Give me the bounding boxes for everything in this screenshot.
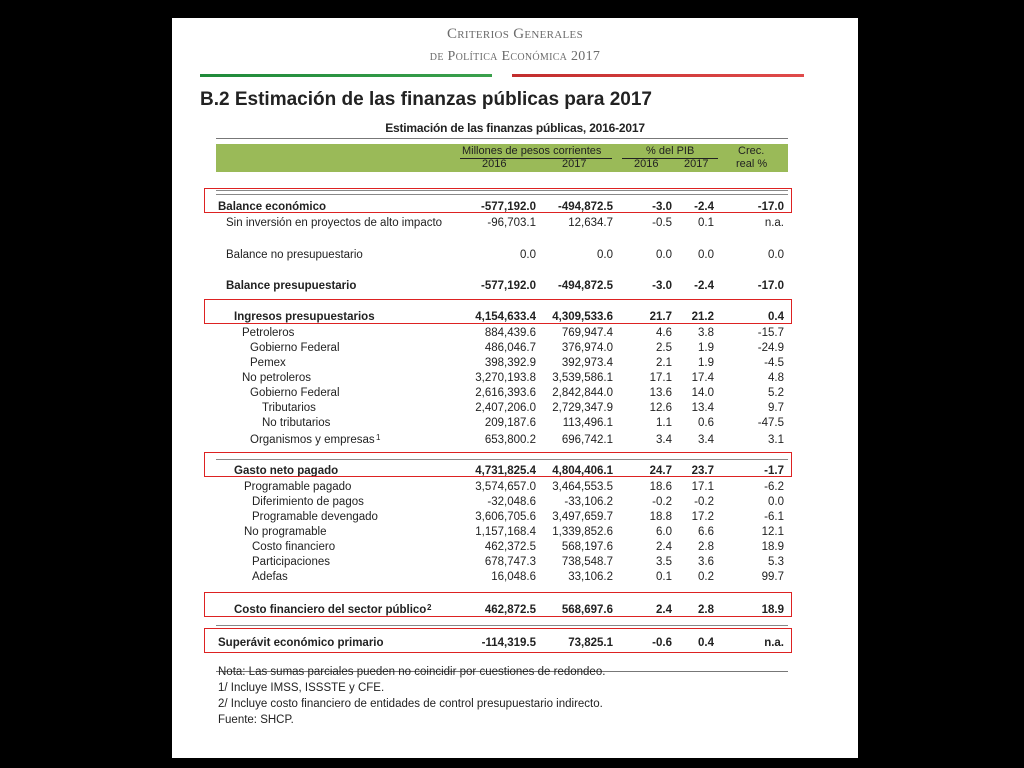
row-label: Gobierno Federal [250, 387, 340, 399]
row-value: -47.5 [757, 417, 784, 429]
table-row [216, 216, 788, 231]
row-value: 0.1 [698, 217, 714, 229]
document-page [172, 18, 858, 758]
row-value: -577,192.0 [481, 280, 536, 292]
row-value: -0.2 [652, 496, 672, 508]
row-label: Programable devengado [252, 511, 378, 523]
table-row [216, 525, 788, 540]
header-real: real % [736, 158, 768, 170]
row-value: 14.0 [691, 387, 714, 399]
row-value: 13.6 [649, 387, 672, 399]
row-value: 4.6 [656, 327, 672, 339]
row-value: 1,339,852.6 [552, 526, 613, 538]
row-value: 1.1 [656, 417, 672, 429]
header-year-pib-2017: 2017 [684, 158, 709, 170]
row-value: 2.4 [656, 604, 672, 616]
red-rule [512, 74, 804, 77]
row-label: No petroleros [242, 372, 312, 384]
header-crec: Crec. [738, 145, 765, 157]
row-value: -3.0 [652, 201, 672, 213]
header-year-millones-2017: 2017 [562, 158, 587, 170]
row-value: 4,154,633.4 [475, 311, 536, 323]
highlight-box-superavit [204, 628, 792, 653]
row-value: 12.6 [649, 402, 672, 414]
row-value: 9.7 [768, 402, 784, 414]
header-millones: Millones de pesos corrientes [462, 145, 602, 157]
row-value: 3.6 [698, 556, 714, 568]
row-label: No tributarios [262, 417, 331, 429]
row-value: 2.4 [656, 541, 672, 553]
row-value: n.a. [764, 217, 784, 229]
table-row [216, 540, 788, 555]
row-value: 4,309,533.6 [552, 311, 613, 323]
header-pib: % del PIB [646, 145, 695, 157]
row-value: 99.7 [761, 571, 784, 583]
row-value: -17.0 [757, 280, 784, 292]
table-row [216, 326, 788, 341]
note-line: 2/ Incluye costo financiero de entidades de control presupuestario indirecto. [218, 698, 603, 710]
row-value: 678,747.3 [484, 556, 536, 568]
row-value: 2.8 [698, 604, 714, 616]
note-line: 1/ Incluye IMSS, ISSSTE y CFE. [218, 682, 385, 694]
highlight-box-gasto [204, 452, 792, 477]
row-value: 12,634.7 [568, 217, 613, 229]
row-value: 3,464,553.5 [552, 481, 613, 493]
row-value: 462,372.5 [484, 541, 536, 553]
row-value: 18.8 [649, 511, 672, 523]
row-value: 486,046.7 [484, 342, 536, 354]
row-value: 884,439.6 [484, 327, 536, 339]
row-value: 0.2 [698, 571, 714, 583]
row-value: 73,825.1 [568, 637, 613, 649]
row-label: Ingresos presupuestarios [234, 311, 375, 323]
row-value: 13.4 [691, 402, 714, 414]
row-value: 17.1 [649, 372, 672, 384]
row-value: 0.4 [768, 311, 784, 323]
table-row [216, 480, 788, 495]
row-value: 568,197.6 [561, 541, 613, 553]
row-value: 3,270,193.8 [475, 372, 536, 384]
row-value: 0.0 [768, 249, 784, 261]
green-rule [200, 74, 492, 77]
row-value: 24.7 [649, 465, 672, 477]
row-value: 113,496.1 [562, 417, 613, 429]
row-value: -2.4 [694, 201, 714, 213]
table-row [216, 433, 788, 448]
row-value: -96,703.1 [487, 217, 536, 229]
row-value: 0.0 [698, 249, 714, 261]
row-value: 4.8 [768, 372, 784, 384]
row-value: 16,048.6 [491, 571, 536, 583]
table-row [216, 248, 788, 263]
row-value: 398,392.9 [484, 357, 536, 369]
row-value: -4.5 [764, 357, 784, 369]
row-value: 738,548.7 [561, 556, 613, 568]
row-label: No programable [244, 526, 327, 538]
row-value: -6.1 [764, 511, 784, 523]
row-label: Tributarios [262, 402, 316, 414]
row-value: 18.9 [761, 541, 784, 553]
row-value: 0.0 [656, 249, 672, 261]
row-value: 392,973.4 [561, 357, 613, 369]
row-label: Sin inversión en proyectos de alto impacto [226, 217, 443, 229]
note-line: Fuente: SHCP. [218, 714, 294, 726]
row-value: 0.0 [520, 249, 536, 261]
row-value: 3.8 [698, 327, 714, 339]
row-value: -494,872.5 [558, 201, 613, 213]
row-value: 462,872.5 [484, 604, 536, 616]
row-value: -577,192.0 [481, 201, 536, 213]
row-value: 0.4 [698, 637, 714, 649]
row-value: 2,407,206.0 [475, 402, 536, 414]
table-row [216, 401, 788, 416]
table-row [216, 570, 788, 585]
row-label: Diferimiento de pagos [252, 496, 364, 508]
row-value: 3,606,705.6 [475, 511, 536, 523]
row-value: -494,872.5 [558, 280, 613, 292]
row-value: 5.2 [768, 387, 784, 399]
row-label: Pemex [250, 357, 286, 369]
header-line-2: de Política Económica 2017 [429, 49, 601, 64]
row-label: Programable pagado [244, 481, 352, 493]
row-separator [216, 625, 788, 626]
row-label: Superávit económico primario [218, 637, 384, 649]
table-row [216, 356, 788, 371]
table-row [216, 416, 788, 431]
row-value: -114,319.5 [481, 637, 536, 649]
table-title: Estimación de las finanzas públicas, 2016-2017 [385, 121, 645, 135]
row-value: 6.6 [698, 526, 714, 538]
row-value: 2,729,347.9 [552, 402, 613, 414]
row-value: -15.7 [757, 327, 784, 339]
row-value: 1.9 [698, 342, 714, 354]
row-value: 209,187.6 [484, 417, 536, 429]
row-value: 2.8 [698, 541, 714, 553]
row-value: 376,974.0 [561, 342, 613, 354]
header-year-millones-2016: 2016 [482, 158, 507, 170]
row-value: 21.2 [691, 311, 714, 323]
row-value: 0.1 [656, 571, 672, 583]
row-value: -0.2 [694, 496, 714, 508]
row-value: 3,539,586.1 [552, 372, 613, 384]
table-row [216, 495, 788, 510]
row-label: Balance no presupuestario [226, 249, 363, 261]
table-row [216, 510, 788, 525]
row-value: 5.3 [768, 556, 784, 568]
row-value: 3,497,659.7 [552, 511, 613, 523]
row-value: -32,048.6 [487, 496, 536, 508]
table-row [216, 555, 788, 570]
row-label: Gasto neto pagado [234, 465, 339, 477]
row-value: 18.6 [649, 481, 672, 493]
row-value: 0.6 [698, 417, 714, 429]
row-value: 4,804,406.1 [552, 465, 613, 477]
header-year-pib-2016: 2016 [634, 158, 659, 170]
row-value: 3,574,657.0 [475, 481, 536, 493]
row-value: 1,157,168.4 [475, 526, 536, 538]
row-value: 568,697.6 [561, 604, 613, 616]
row-value: -0.5 [652, 217, 672, 229]
row-value: 1.9 [698, 357, 714, 369]
row-value: 3.5 [656, 556, 672, 568]
table-row [216, 386, 788, 401]
row-value: 2,616,393.6 [475, 387, 536, 399]
row-label: Costo financiero del sector público [234, 604, 427, 616]
row-value: n.a. [764, 637, 784, 649]
row-value: -17.0 [757, 201, 784, 213]
table-row [216, 279, 788, 294]
footnote-marker: 1 [376, 433, 381, 442]
table-row [216, 341, 788, 356]
row-value: -3.0 [652, 280, 672, 292]
row-value: 12.1 [761, 526, 784, 538]
row-value: 0.0 [768, 496, 784, 508]
row-value: 696,742.1 [561, 434, 613, 446]
highlight-box-balance-economico [204, 188, 792, 213]
row-value: 653,800.2 [484, 434, 536, 446]
note-line: Nota: Las sumas parciales pueden no coincidir por cuestiones de redondeo. [218, 666, 606, 678]
row-value: 769,947.4 [561, 327, 613, 339]
highlight-box-costo-financiero [204, 592, 792, 617]
row-value: -33,106.2 [564, 496, 613, 508]
row-value: 17.1 [691, 481, 714, 493]
footnote-marker: 2 [427, 603, 432, 612]
row-label: Costo financiero [252, 541, 336, 553]
header-line-1: Criterios Generales [446, 26, 583, 42]
row-value: -1.7 [764, 465, 784, 477]
row-value: -0.6 [652, 637, 672, 649]
row-value: 6.0 [656, 526, 672, 538]
row-value: 3.4 [656, 434, 672, 446]
row-label: Organismos y empresas [250, 434, 375, 446]
row-value: 2.5 [656, 342, 672, 354]
row-value: 18.9 [761, 604, 784, 616]
row-value: 17.2 [691, 511, 714, 523]
row-value: 4,731,825.4 [475, 465, 536, 477]
row-label: Balance presupuestario [226, 280, 357, 292]
highlight-box-ingresos [204, 299, 792, 324]
row-value: 23.7 [691, 465, 714, 477]
row-value: 21.7 [649, 311, 672, 323]
row-label: Gobierno Federal [250, 342, 340, 354]
table-row [216, 371, 788, 386]
row-label: Participaciones [252, 556, 330, 568]
row-value: 2.1 [656, 357, 672, 369]
row-value: 3.1 [768, 434, 784, 446]
table-top-line [216, 138, 788, 139]
row-value: -6.2 [764, 481, 784, 493]
row-value: 17.4 [691, 372, 714, 384]
row-value: 0.0 [597, 249, 613, 261]
table-header [216, 144, 788, 172]
row-value: -2.4 [694, 280, 714, 292]
section-title: B.2 Estimación de las finanzas públicas para 2017 [200, 89, 652, 110]
row-label: Petroleros [242, 327, 295, 339]
row-value: 2,842,844.0 [552, 387, 613, 399]
row-label: Adefas [252, 571, 288, 583]
table-notes [218, 664, 605, 728]
row-value: -24.9 [757, 342, 784, 354]
row-value: 3.4 [698, 434, 714, 446]
row-label: Balance económico [218, 201, 327, 213]
row-value: 33,106.2 [568, 571, 613, 583]
